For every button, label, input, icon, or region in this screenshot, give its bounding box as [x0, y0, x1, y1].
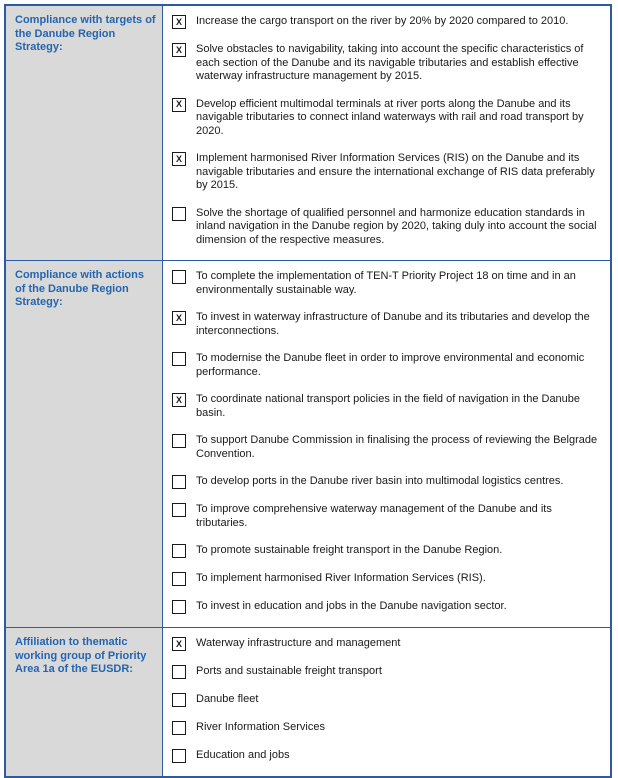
section-items — [163, 6, 610, 260]
checkbox-checked[interactable]: X — [172, 15, 186, 29]
checklist-item-text: Increase the cargo transport on the river by 20% by 2020 compared to 2010. — [196, 15, 569, 27]
checklist-item — [172, 206, 600, 248]
checklist-item — [172, 748, 600, 763]
checklist-item-text: To modernise the Danube fleet in order to improve environmental and economic performance. — [196, 352, 585, 378]
checklist-item-text: Danube fleet — [196, 693, 259, 705]
checklist-item-text: Ports and sustainable freight transport — [196, 665, 382, 677]
checkbox-unchecked[interactable] — [172, 503, 186, 517]
checklist-item — [172, 392, 600, 420]
checklist-item — [172, 571, 600, 586]
checklist-item-text: To improve comprehensive waterway management of the Danube and its tributaries. — [196, 503, 552, 529]
checklist-item — [172, 14, 600, 29]
checklist-item — [172, 474, 600, 489]
checklist-item — [172, 664, 600, 679]
checklist-item — [172, 151, 600, 193]
checklist-item-text: To implement harmonised River Information Services (RIS). — [196, 572, 486, 584]
table-row — [6, 6, 610, 260]
checkbox-checked[interactable]: X — [172, 43, 186, 57]
checkbox-checked[interactable]: X — [172, 152, 186, 166]
checkbox-checked[interactable]: X — [172, 637, 186, 651]
checklist-item-text: Waterway infrastructure and management — [196, 637, 401, 649]
checklist-item-text: Solve obstacles to navigability, taking into account the specific characteristics of each section of the Danube and its navigable tributaries and establish effective waterway infrastructure management by 2015. — [196, 43, 584, 82]
checkbox-unchecked[interactable] — [172, 475, 186, 489]
checklist-item-text: To coordinate national transport policies in the field of navigation in the Danube basin. — [196, 393, 581, 419]
checklist-item — [172, 310, 600, 338]
checkbox-unchecked[interactable] — [172, 207, 186, 221]
checkbox-checked[interactable]: X — [172, 393, 186, 407]
checklist-item-text: To invest in education and jobs in the Danube navigation sector. — [196, 600, 507, 612]
checklist-item-text: To invest in waterway infrastructure of Danube and its tributaries and develop the interconnections. — [196, 311, 590, 337]
checklist-item — [172, 269, 600, 297]
checklist-item — [172, 692, 600, 707]
section-label: Compliance with actions of the Danube Region Strategy: — [6, 261, 163, 627]
checklist-item — [172, 42, 600, 84]
section-label: Affiliation to thematic working group of Priority Area 1a of the EUSDR: — [6, 628, 163, 776]
checkbox-unchecked[interactable] — [172, 270, 186, 284]
checklist-item — [172, 97, 600, 139]
section-label: Compliance with targets of the Danube Region Strategy: — [6, 6, 163, 260]
checkbox-checked[interactable]: X — [172, 311, 186, 325]
checklist-item-text: To support Danube Commission in finalising the process of reviewing the Belgrade Convention. — [196, 434, 598, 460]
checkbox-unchecked[interactable] — [172, 572, 186, 586]
checklist-item — [172, 502, 600, 530]
checklist-item — [172, 433, 600, 461]
checklist-item — [172, 720, 600, 735]
checkbox-unchecked[interactable] — [172, 721, 186, 735]
checklist-item-text: Solve the shortage of qualified personnel and harmonize education standards in inland navigation in the Danube region by 2020, taking duly into account the social dimension of the respective measures. — [196, 206, 597, 246]
checklist-item — [172, 543, 600, 558]
compliance-table — [4, 4, 612, 778]
checklist-item-text: To develop ports in the Danube river basin into multimodal logistics centres. — [196, 475, 564, 487]
checklist-item — [172, 351, 600, 379]
checkbox-unchecked[interactable] — [172, 693, 186, 707]
checklist-item-text: River Information Services — [196, 721, 325, 733]
checklist-item-text: Implement harmonised River Information Services (RIS) on the Danube and its navigable tributaries and ensure the international exchange of RIS data preferably by 2015. — [196, 152, 595, 191]
checklist-item-text: Develop efficient multimodal terminals at river ports along the Danube and its navigable tributaries to connect inland waterways with rail and road transport by 2020. — [196, 97, 584, 137]
checklist-item — [172, 599, 600, 614]
checkbox-unchecked[interactable] — [172, 600, 186, 614]
section-items — [163, 261, 610, 627]
checklist-item-text: Education and jobs — [196, 749, 290, 761]
checkbox-unchecked[interactable] — [172, 749, 186, 763]
checkbox-checked[interactable]: X — [172, 98, 186, 112]
checkbox-unchecked[interactable] — [172, 352, 186, 366]
checkbox-unchecked[interactable] — [172, 665, 186, 679]
checkbox-unchecked[interactable] — [172, 544, 186, 558]
checklist-item-text: To complete the implementation of TEN-T Priority Project 18 on time and in an environmentally sustainable way. — [196, 270, 576, 296]
checklist-item-text: To promote sustainable freight transport in the Danube Region. — [196, 544, 503, 556]
table-row — [6, 260, 610, 627]
checkbox-unchecked[interactable] — [172, 434, 186, 448]
checklist-item — [172, 636, 600, 651]
